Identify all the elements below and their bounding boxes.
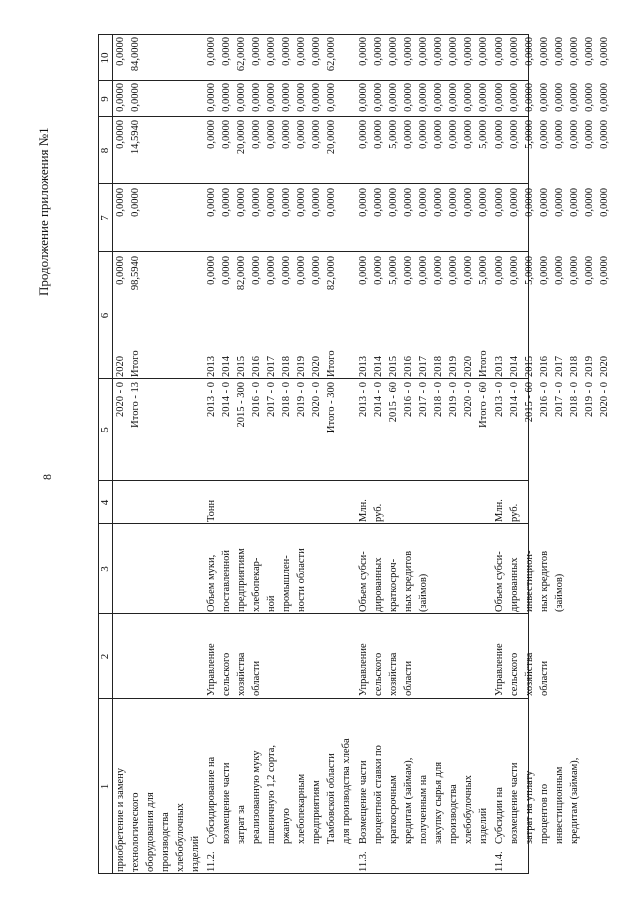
row-11-2-unit: Тонн <box>206 499 217 522</box>
top-row-federal: 0,0000 0,0000 <box>115 188 141 217</box>
row-11-4-other: 0,0000 0,0000 0,0000 0,0000 0,0000 0,0000 0,0000 0,0000 <box>494 37 610 66</box>
row-11-3-regional: 0,0000 0,0000 5,0000 0,0000 0,0000 0,0000 0,0000 0,0000 5,0000 <box>358 120 489 149</box>
row-11-4-federal: 0,0000 0,0000 0,0000 0,0000 0,0000 0,0000 0,0000 0,0000 <box>494 188 610 217</box>
row-11-3-federal: 0,0000 0,0000 0,0000 0,0000 0,0000 0,0000 0,0000 0,0000 0,0000 <box>358 188 489 217</box>
page-number: 8 <box>40 474 54 480</box>
row-11-4-years: 2013 2014 2015 2016 2017 2018 2019 2020 <box>494 356 610 377</box>
top-row-regional: 0,0000 14,5940 <box>115 120 141 155</box>
row-11-3-description: Возмещение части процентной ставки по краткосрочным кредитам (займам), полученным на закупку сырья для производства хлебобулочных изделий <box>358 745 489 844</box>
row-11-2-years: 2013 2014 2015 2016 2017 2018 2019 2020 Итого <box>206 350 337 377</box>
row-11-2-total: 0,0000 0,0000 82,0000 0,0000 0,0000 0,0000 0,0000 0,0000 82,0000 <box>206 256 337 291</box>
row-11-4-total: 0,0000 0,0000 5,0000 0,0000 0,0000 0,0000 0,0000 0,0000 <box>494 256 610 285</box>
row-11-4-unit: Млн. руб. <box>494 499 520 522</box>
header-col-8: 8 <box>99 147 111 154</box>
row-11-3-indicator-name: Объем субси- дированных краткосроч- ных кредитов (займов) <box>358 550 429 612</box>
header-col-4: 4 <box>99 499 111 506</box>
row-11-4-id: 11.4. <box>494 851 505 872</box>
row-11-2-federal: 0,0000 0,0000 0,0000 0,0000 0,0000 0,0000 0,0000 0,0000 0,0000 <box>206 188 337 217</box>
program-table <box>98 34 610 874</box>
row-11-4-description: Субсидии на возмещение части затрат на уплату процентов по инвестиционным кредитам (займам), <box>494 757 580 844</box>
header-col-6: 6 <box>99 312 111 319</box>
row-11-3-local: 0,0000 0,0000 0,0000 0,0000 0,0000 0,0000 0,0000 0,0000 0,0000 <box>358 83 489 112</box>
top-row-description: приобретение и замену технологического оборудования для производства хлебобулочных изделий <box>115 768 201 872</box>
continuation-title: Продолжение приложения №1 <box>36 127 51 296</box>
row-11-2-regional: 0,0000 0,0000 20,0000 0,0000 0,0000 0,0000 0,0000 0,0000 20,0000 <box>206 120 337 155</box>
header-col-7: 7 <box>99 215 111 221</box>
header-col-1: 1 <box>99 783 111 790</box>
header-col-2: 2 <box>99 653 111 660</box>
top-row-years: 2020 Итого <box>115 350 141 377</box>
row-11-3-executor: Управление сельского хозяйства области <box>358 643 414 696</box>
row-11-3-years: 2013 2014 2015 2016 2017 2018 2019 2020 Итого <box>358 350 489 377</box>
row-11-2-description: Субсидирование на возмещение части затрат за реализованную муку пшеничную 1,2 сорта, ржаную хлебопекарным предприятиям Тамбовской области для производства хлеба <box>206 738 352 844</box>
row-11-4-regional: 0,0000 0,0000 5,0000 0,0000 0,0000 0,0000 0,0000 0,0000 <box>494 120 610 149</box>
row-11-2-executor: Управление сельского хозяйства области <box>206 643 262 696</box>
row-11-3-other: 0,0000 0,0000 0,0000 0,0000 0,0000 0,0000 0,0000 0,0000 0,0000 <box>358 37 489 66</box>
row-11-2-indicator-values: 2013 - 0 2014 - 0 2015 - 300 2016 - 0 2017 - 0 2018 - 0 2019 - 0 2020 - 0 Итого - 300 <box>206 382 337 434</box>
row-11-2-local: 0,0000 0,0000 0,0000 0,0000 0,0000 0,0000 0,0000 0,0000 0,0000 <box>206 83 337 112</box>
row-11-3-total: 0,0000 0,0000 5,0000 0,0000 0,0000 0,0000 0,0000 0,0000 5,0000 <box>358 256 489 285</box>
header-col-10: 10 <box>99 52 111 64</box>
row-11-3-indicator-values: 2013 - 0 2014 - 0 2015 - 60 2016 - 0 2017 - 0 2018 - 0 2019 - 0 2020 - 0 Итого - 60 <box>358 382 489 428</box>
row-11-3-id: 11.3. <box>358 851 369 872</box>
row-11-4-executor: Управление сельского хозяйства области <box>494 643 550 696</box>
row-11-3-unit: Млн. руб. <box>358 499 384 522</box>
header-col-3: 3 <box>99 566 111 572</box>
header-col-9: 9 <box>99 96 111 102</box>
top-row-local: 0,0000 0,0000 <box>115 83 141 112</box>
row-11-2-id: 11.2. <box>206 851 217 872</box>
row-11-4-indicator-values: 2013 - 0 2014 - 0 2015 - 60 2016 - 0 2017 - 0 2018 - 0 2019 - 0 2020 - 0 <box>494 382 610 423</box>
top-row-other: 0,0000 84,0000 <box>115 37 141 72</box>
row-11-2-indicator-name: Объем муки, поставленной предприятиям хлебопекар- ной промышлен- ности области <box>206 548 307 612</box>
top-row-indicator: 2020 - 0 Итого - 13 <box>115 382 141 428</box>
top-row-total: 0,0000 98,5940 <box>115 256 141 291</box>
row-11-2-other: 0,0000 0,0000 62,0000 0,0000 0,0000 0,0000 0,0000 0,0000 62,0000 <box>206 37 337 72</box>
row-11-4-indicator-name: Объем субси- дированных инвестицион- ных кредитов (займов) <box>494 550 565 612</box>
row-11-4-local: 0,0000 0,0000 0,0000 0,0000 0,0000 0,0000 0,0000 0,0000 <box>494 83 610 112</box>
header-col-5: 5 <box>99 427 111 433</box>
